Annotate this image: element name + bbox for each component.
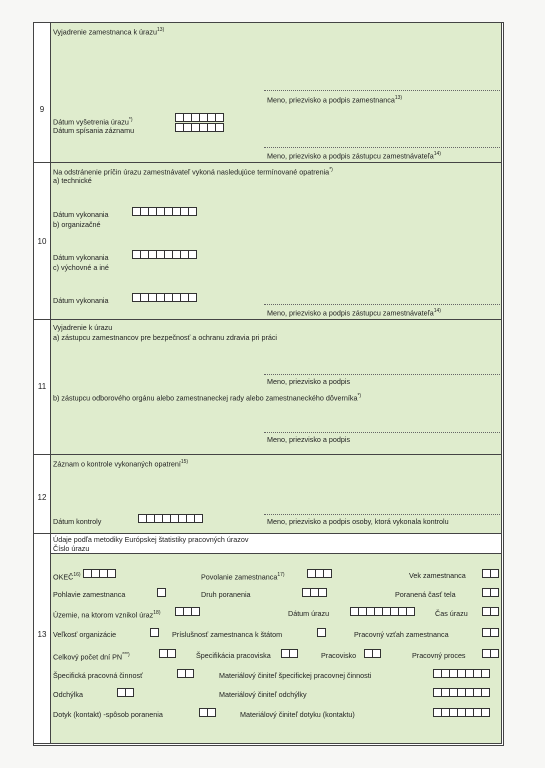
row-number: 9	[39, 105, 45, 114]
row-number-col	[34, 23, 51, 162]
contact-mode-label: Dotyk (kontakt) -spôsob poranenia	[53, 710, 163, 719]
material-agent-deviation-label: Materiálový činiteľ odchýlky	[219, 690, 307, 699]
date-boxes-a[interactable]	[132, 207, 196, 216]
option-a-label: a) zástupcu zamestnancov pre bezpečnosť a ochranu zdravia pri práci	[53, 333, 278, 342]
control-date-boxes[interactable]	[138, 514, 202, 523]
material-agent-contact-label: Materiálový činiteľ dotyku (kontaktu)	[240, 710, 355, 719]
sick-days-label: Celkový počet dní PN***)	[53, 652, 130, 662]
occupation-boxes[interactable]	[307, 569, 331, 578]
work-process-label: Pracovný proces	[412, 651, 466, 660]
occupation-label: Povolanie zamestnanca$^{17)}$	[201, 572, 285, 582]
section-title: Vyjadrenie zamestnanca k úrazu$^{13)}$	[53, 27, 165, 37]
date-record-label: Dátum spísania záznamu	[53, 126, 135, 135]
injury-type-label: Druh poranenia	[201, 590, 251, 599]
row-number: 12	[37, 493, 47, 502]
okec-boxes[interactable]	[83, 569, 115, 578]
section-9	[33, 22, 502, 163]
nationality-box[interactable]	[317, 628, 325, 637]
material-agent-deviation-boxes[interactable]	[433, 688, 489, 697]
date-label-b: Dátum vykonania	[53, 253, 109, 262]
control-date-label: Dátum kontroly	[53, 517, 102, 526]
body-part-label: Poranená časť tela	[395, 590, 456, 599]
nationality-label: Príslušnosť zamestnanca k štátom	[172, 630, 283, 639]
accident-date-boxes[interactable]	[350, 607, 414, 616]
signature-label-employer: Meno, priezvisko a podpis zástupcu zamestnávateľa$^{14)}$	[267, 308, 441, 318]
row-number: 10	[37, 237, 47, 246]
date-label-a: Dátum vykonania	[53, 210, 109, 219]
eurostat-fields	[51, 554, 501, 743]
row-number-col	[34, 455, 51, 533]
accident-time-label: Čas úrazu	[435, 609, 468, 618]
deviation-label: Odchýlka	[53, 690, 83, 699]
okec-label: OKEČ$^{16)}$	[53, 572, 81, 582]
section-12	[33, 454, 502, 534]
signature-line-employer[interactable]	[264, 147, 500, 148]
row-number: 11	[37, 382, 47, 391]
territory-label: Územie, na ktorom vznikol úraz$^{18)}$	[53, 610, 161, 620]
accident-date-label: Dátum úrazu	[288, 609, 330, 618]
signature-label-a: Meno, priezvisko a podpis	[267, 377, 351, 386]
date-label-c: Dátum vykonania	[53, 296, 109, 305]
material-agent-activity-boxes[interactable]	[433, 669, 489, 678]
signature-line-b[interactable]	[264, 432, 500, 433]
date-boxes-c[interactable]	[132, 293, 196, 302]
row-number-col	[34, 534, 51, 743]
signature-label-employee: Meno, priezvisko a podpis zamestnanca$^{13)}$	[267, 95, 403, 105]
option-c-label: c) výchovné a iné	[53, 263, 109, 272]
date-record-boxes[interactable]	[175, 123, 223, 132]
injury-type-boxes[interactable]	[302, 588, 326, 597]
date-exam-boxes[interactable]	[175, 113, 223, 122]
org-size-box[interactable]	[150, 628, 158, 637]
option-b-label: b) organizačné	[53, 220, 101, 229]
specific-activity-boxes[interactable]	[177, 669, 193, 678]
case-number-label: Číslo úrazu	[53, 544, 90, 553]
workplace-spec-label: Špecifikácia pracoviska	[196, 651, 271, 660]
accident-time-boxes[interactable]	[482, 607, 498, 616]
work-process-boxes[interactable]	[482, 649, 498, 658]
section-10	[33, 162, 502, 320]
section-title: Vyjadrenie k úrazu	[53, 323, 113, 332]
signature-line-control[interactable]	[264, 514, 500, 515]
sick-days-boxes[interactable]	[159, 649, 175, 658]
employment-relation-boxes[interactable]	[482, 628, 498, 637]
workplace-boxes[interactable]	[364, 649, 380, 658]
signature-line-employer[interactable]	[264, 304, 500, 305]
signature-line-employee[interactable]	[264, 90, 500, 91]
row-number-col	[34, 320, 51, 454]
row-number: 13	[37, 630, 47, 639]
signature-label-b: Meno, priezvisko a podpis	[267, 435, 351, 444]
signature-label-control: Meno, priezvisko a podpis osoby, ktorá vykonala kontrolu	[267, 517, 449, 526]
signature-label-employer: Meno, priezvisko a podpis zástupcu zamestnávateľa$^{14)}$	[267, 151, 441, 161]
age-label: Vek zamestnanca	[409, 571, 466, 580]
material-agent-activity-label: Materiálový činiteľ špecifickej pracovnej činnosti	[219, 671, 372, 680]
employment-relation-label: Pracovný vzťah zamestnanca	[354, 630, 449, 639]
territory-boxes[interactable]	[175, 607, 199, 616]
section-11	[33, 319, 502, 455]
section-13	[33, 533, 502, 744]
body-part-boxes[interactable]	[482, 588, 498, 597]
sex-box[interactable]	[157, 588, 165, 597]
workplace-spec-boxes[interactable]	[281, 649, 297, 658]
org-size-label: Veľkosť organizácie	[53, 630, 117, 639]
signature-line-a[interactable]	[264, 374, 500, 375]
option-a-label: a) technické	[53, 176, 92, 185]
section-title: Údaje podľa metodiky Európskej štatistiky pracovných úrazov	[53, 535, 249, 544]
deviation-boxes[interactable]	[117, 688, 133, 697]
section-title: Záznam o kontrole vykonaných opatrení$^{15)}$	[53, 459, 189, 469]
option-b-label: b) zástupcu odborového orgánu alebo zamestnaneckej rady alebo zamestnaneckého dôverníka*)	[53, 393, 362, 403]
sex-label: Pohlavie zamestnanca	[53, 590, 126, 599]
date-boxes-b[interactable]	[132, 250, 196, 259]
age-boxes[interactable]	[482, 569, 498, 578]
date-exam-label: Dátum vyšetrenia úrazu*)	[53, 117, 133, 127]
workplace-label: Pracovisko	[321, 651, 357, 660]
contact-mode-boxes[interactable]	[199, 708, 215, 717]
material-agent-contact-boxes[interactable]	[433, 708, 489, 717]
section-title: Na odstránenie príčin úrazu zamestnávateľ vykoná nasledujúce termínované opatrenia*)	[53, 167, 333, 177]
row-number-col	[34, 163, 51, 319]
specific-activity-label: Špecifická pracovná činnosť	[53, 671, 143, 680]
